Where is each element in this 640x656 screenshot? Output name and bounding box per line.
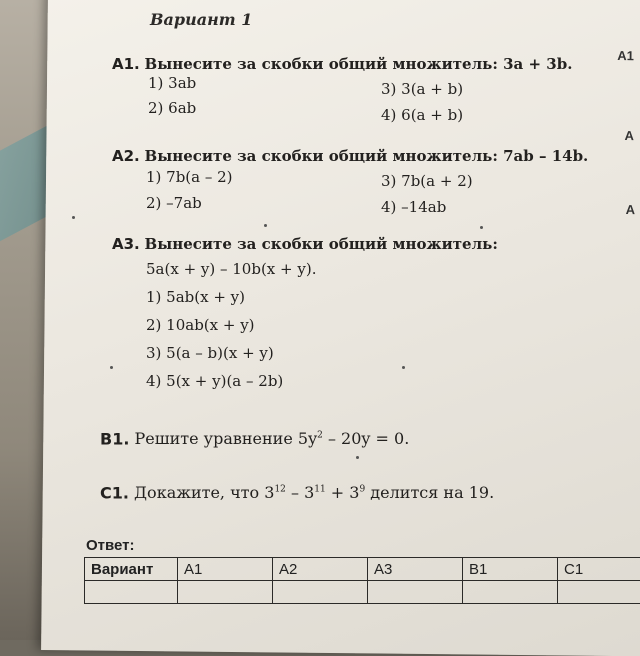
a2-option-3: 3) 7b(a + 2) [381, 172, 473, 190]
variant-title: Вариант 1 [150, 10, 252, 29]
question-a2 [112, 144, 588, 168]
a1-option-4: 4) 6(a + b) [381, 106, 463, 124]
a3-option-1: 1) 5ab(x + y) [146, 288, 245, 306]
answer-cell-a3[interactable] [368, 581, 463, 604]
answer-table [84, 557, 640, 604]
paper-speck [356, 456, 359, 459]
a2-option-2: 2) –7ab [146, 194, 202, 212]
question-b1 [100, 424, 409, 451]
question-c1-text: Докажите, что $3^{12} - 3^{11} + 3^9$ делится на 19. [134, 483, 494, 502]
answer-cell-a1[interactable] [178, 581, 273, 604]
a3-expression: 5a(x + y) – 10b(x + y). [146, 260, 316, 278]
next-column-a1: A1 [617, 48, 634, 63]
answer-header-a2: A2 [273, 558, 368, 581]
answer-header-variant: Вариант [85, 558, 178, 581]
question-a3-text: Вынесите за скобки общий множитель: [145, 235, 498, 253]
a3-option-3: 3) 5(a – b)(x + y) [146, 344, 274, 362]
next-column-a3: A [626, 202, 636, 217]
answer-header-c1: C1 [558, 558, 640, 581]
answer-table-row [85, 581, 640, 604]
answer-header-a3: A3 [368, 558, 463, 581]
answer-header-a1: A1 [178, 558, 273, 581]
a1-option-2: 2) 6ab [148, 99, 196, 117]
a2-option-1: 1) 7b(a – 2) [146, 168, 233, 186]
answer-cell-a2[interactable] [273, 581, 368, 604]
question-a1-text: Вынесите за скобки общий множитель: 3a + 3b. [145, 55, 573, 73]
question-a3 [112, 232, 498, 256]
paper-speck [402, 366, 405, 369]
question-b1-number: B1. [100, 429, 129, 448]
paper-speck [264, 224, 267, 227]
answer-cell-c1[interactable] [558, 581, 640, 604]
paper-speck [72, 216, 75, 219]
a2-option-4: 4) –14ab [381, 198, 446, 216]
answer-cell-variant[interactable] [85, 581, 178, 604]
paper-speck [480, 226, 483, 229]
answer-cell-b1[interactable] [463, 581, 558, 604]
paper-speck [110, 366, 113, 369]
answer-label: Ответ: [86, 537, 135, 554]
a1-option-1: 1) 3ab [148, 74, 196, 92]
question-c1-number: C1. [100, 483, 129, 502]
question-a1 [112, 52, 572, 76]
a3-option-4: 4) 5(x + y)(a – 2b) [146, 372, 283, 390]
a3-option-2: 2) 10ab(x + y) [146, 316, 255, 334]
question-b1-text: Решите уравнение $5y^2 - 20y = 0$. [135, 429, 410, 448]
question-a2-text: Вынесите за скобки общий множитель: 7ab – 14b. [145, 147, 589, 165]
question-a2-number: A2. [112, 147, 140, 165]
a1-option-3: 3) 3(a + b) [381, 80, 463, 98]
answer-header-b1: B1 [463, 558, 558, 581]
answer-table-header-row [85, 558, 640, 581]
question-c1 [100, 478, 494, 505]
question-a3-number: A3. [112, 235, 140, 253]
question-a1-number: A1. [112, 55, 140, 73]
next-column-a2: A [624, 128, 634, 143]
